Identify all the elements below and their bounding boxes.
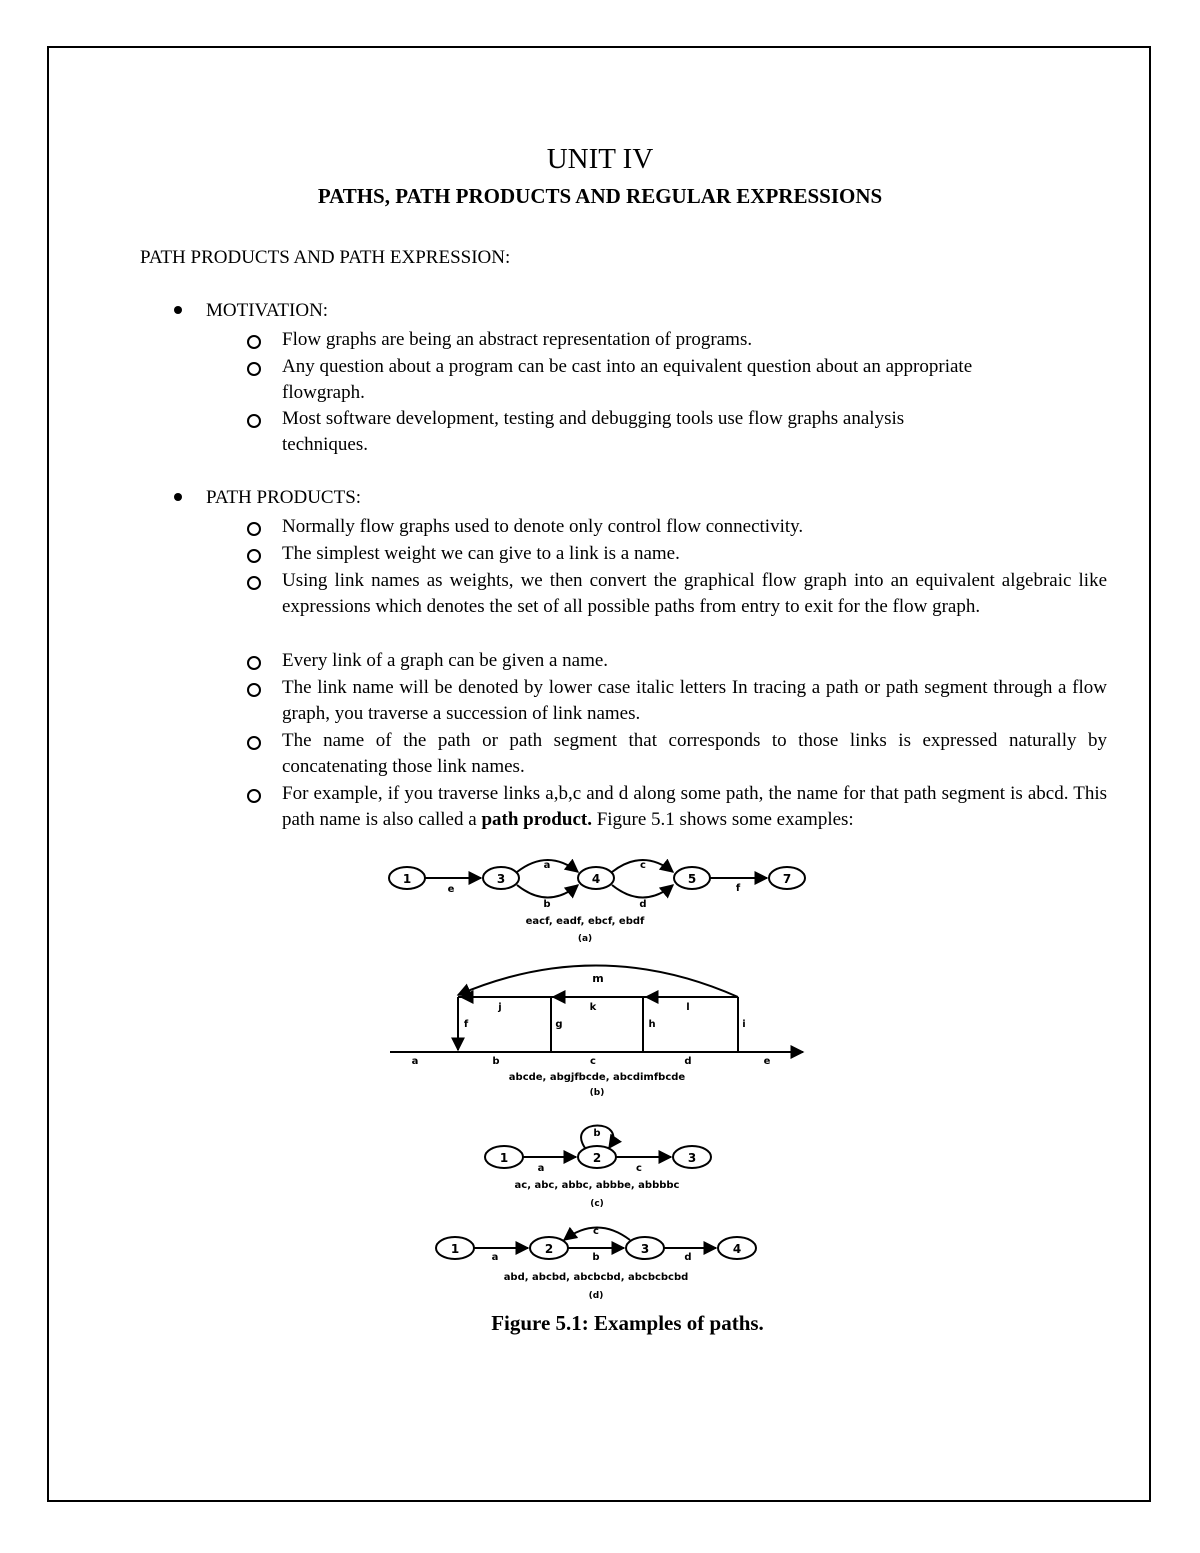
list-item: The link name will be denoted by lower case italic letters In tracing a path or path segment through a flow graph, you traverse a succession of link names. bbox=[282, 675, 1107, 727]
fig-b-link-label: e bbox=[763, 1056, 771, 1067]
list-item: Normally flow graphs used to denote only control flow connectivity. bbox=[282, 514, 1107, 540]
fig-a-node: 5 bbox=[687, 872, 697, 886]
fig-a-paths: eacf, eadf, ebcf, ebdf bbox=[525, 916, 645, 927]
section-heading: PATH PRODUCTS AND PATH EXPRESSION: bbox=[140, 247, 511, 268]
fig-b-link-label: h bbox=[648, 1019, 656, 1030]
fig-c-link-label: a bbox=[537, 1163, 545, 1174]
list-item: Using link names as weights, we then convert the graphical flow graph into an equivalent algebraic like expressions which denotes the set of all possible paths from entry to exit for the flow graph. bbox=[282, 568, 1107, 620]
fig-c-link-label: b bbox=[593, 1128, 601, 1139]
fig-b-link-label: d bbox=[684, 1056, 692, 1067]
figure-caption: Figure 5.1: Examples of paths. bbox=[491, 1311, 764, 1335]
fig-d-link-label: b bbox=[592, 1252, 600, 1263]
fig-b-link-label: k bbox=[589, 1002, 597, 1013]
list-item: Most software development, testing and debugging tools use flow graphs analysis techniques. bbox=[282, 406, 982, 458]
fig-a-link-label: f bbox=[735, 883, 741, 894]
fig-c-node: 1 bbox=[499, 1151, 509, 1165]
fig-a-node: 7 bbox=[782, 872, 792, 886]
fig-b-link-label: g bbox=[555, 1019, 563, 1030]
fig-d-node: 4 bbox=[732, 1242, 742, 1256]
fig-d-paths: abd, abcbd, abcbcbd, abcbcbcbd bbox=[503, 1272, 689, 1283]
unit-subtitle: PATHS, PATH PRODUCTS AND REGULAR EXPRESSIONS bbox=[317, 184, 883, 208]
fig-b-link-label: m bbox=[592, 972, 604, 985]
fig-c-node: 3 bbox=[687, 1151, 697, 1165]
fig-c-label: (c) bbox=[590, 1199, 604, 1209]
fig-d-node: 3 bbox=[640, 1242, 650, 1256]
path-products-heading: PATH PRODUCTS: bbox=[174, 487, 361, 509]
unit-title: UNIT IV bbox=[546, 143, 654, 175]
fig-a-node: 1 bbox=[402, 872, 412, 886]
fig-d-node: 2 bbox=[544, 1242, 554, 1256]
fig-a-link-label: e bbox=[447, 884, 455, 895]
fig-b-link-label: a bbox=[411, 1056, 419, 1067]
fig-b-link-label: b bbox=[492, 1056, 500, 1067]
fig-b-link-label: f bbox=[463, 1019, 469, 1030]
fig-d-node: 1 bbox=[450, 1242, 460, 1256]
fig-c-link-label: c bbox=[636, 1163, 642, 1174]
fig-c-node: 2 bbox=[592, 1151, 602, 1165]
list-item: The name of the path or path segment that corresponds to those links is expressed naturally by concatenating those link names. bbox=[282, 728, 1107, 780]
list-item: Flow graphs are being an abstract representation of programs. bbox=[282, 327, 1107, 353]
fig-b-link-label: c bbox=[590, 1056, 596, 1067]
fig-b-link-label: l bbox=[686, 1002, 690, 1013]
list-item: Any question about a program can be cast into an equivalent question about an appropriate flowgraph. bbox=[282, 354, 1012, 406]
fig-d-link-label: c bbox=[593, 1226, 599, 1237]
fig-c-paths: ac, abc, abbc, abbbe, abbbbc bbox=[514, 1180, 680, 1191]
fig-d-link-label: d bbox=[684, 1252, 692, 1263]
list-item: For example, if you traverse links a,b,c and d along some path, the name for that path segment is abcd. This path name is also called a path product. Figure 5.1 shows some examples: bbox=[282, 781, 1107, 833]
fig-a-node: 4 bbox=[591, 872, 601, 886]
fig-a-link-label: c bbox=[640, 860, 646, 871]
fig-b-link-label: i bbox=[742, 1019, 746, 1030]
fig-a-link-label: b bbox=[543, 899, 551, 910]
fig-a-link-label: d bbox=[639, 899, 647, 910]
motivation-heading: MOTIVATION: bbox=[174, 300, 328, 322]
list-item: The simplest weight we can give to a link is a name. bbox=[282, 541, 1107, 567]
fig-a-label: (a) bbox=[577, 934, 593, 944]
fig-d-link-label: a bbox=[491, 1252, 499, 1263]
fig-b-link-label: j bbox=[498, 1002, 502, 1013]
fig-a-node: 3 bbox=[496, 872, 506, 886]
path-product-term: path product. bbox=[481, 809, 592, 830]
fig-d-label: (d) bbox=[588, 1291, 604, 1301]
fig-b-paths: abcde, abgjfbcde, abcdimfbcde bbox=[508, 1072, 686, 1083]
fig-b-label: (b) bbox=[589, 1088, 605, 1098]
list-item: Every link of a graph can be given a name. bbox=[282, 648, 1107, 674]
fig-a-link-label: a bbox=[543, 860, 551, 871]
